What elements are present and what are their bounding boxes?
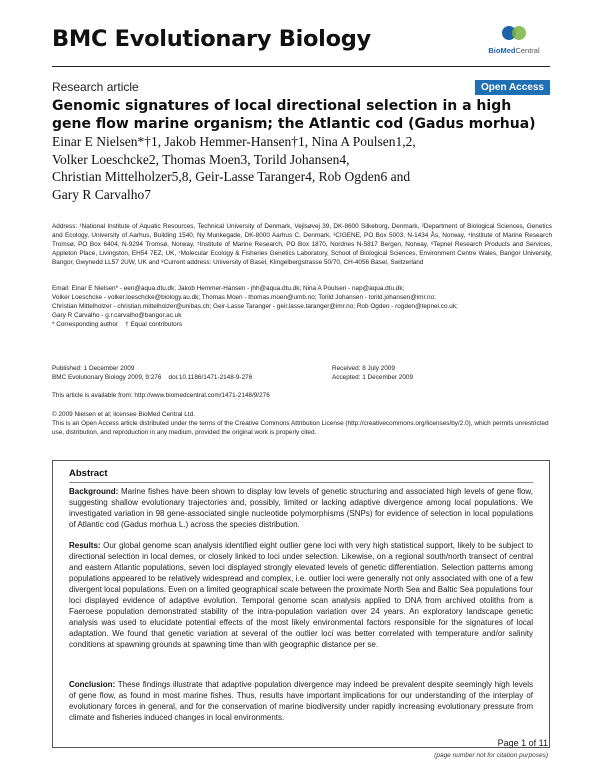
email-line[interactable]: Volker Loeschcke - volker.loeschcke@biology.au.dk; Thomas Moen - thomas.moen@umb.no; Torild Johansen - torild.johansen@imr.no; [52, 294, 436, 301]
publication-info [52, 364, 252, 382]
license-text: This is an Open Access article distributed under the terms of the Creative Commons Attribution License (http://creativecommons.org/licenses/by/2.0), which permits unrestricted use, distribution, and reproduction in any medium, provided the original work is properly cited. [52, 420, 549, 436]
copyright: © 2009 Nielsen et al; licensee BioMed Central Ltd. [52, 411, 195, 418]
abstract-rule [69, 482, 533, 483]
author-line: Gary R Carvalho7 [52, 186, 151, 202]
availability-link[interactable]: This article is available from: http://www.biomedcentral.com/1471-2148/9/276 [52, 392, 270, 399]
logo-bio: BioMed [488, 46, 516, 55]
abstract-conclusion [69, 679, 533, 723]
biomed-central-logo [478, 22, 550, 56]
copyright-block [52, 410, 552, 437]
results-text: Our global genome scan analysis identified eight outlier gene loci with very high statistical support, likely to be subject to directional selection in local demes, or closely linked to loci under selection. Likewise, on a regional south/north transect of central and eastern Atlantic populations, seven loci displayed strongly elevated levels of genetic differentiation. Selection patterns among populations appeared to be relatively widespread and complex, i.e. outlier loci were generally not only associated with one of a few divergent local populations. Even on a limited geographical scale between the proximate North Sea and Baltic Sea populations four loci displayed evidence of adaptive evolution. Temporal genome scan analysis applied to DNA from archived otoliths from a Faeroese population demonstrated stability of the intra-population variation over 24 years. An exploratory landscape genetic analysis was used to elucidate potential effects of the most likely environmental factors responsible for the signatures of local adaptation. We found that genetic variation at several of the outlier loci was better correlated with temperature and/or salinity conditions at spawning grounds at spawning time than with geographic distance per se. [69, 541, 533, 649]
background-text: Marine fishes have been shown to display low levels of genetic structuring and associated high levels of gene flow, suggesting shallow evolutionary trajectories and, possibly, limited or lacking adaptive divergence among local populations. We investigated variation in 98 gene-associated single nucleotide polymorphisms (SNPs) for evidence of selection in local populations of Atlantic cod (Gadus morhua L.) across the species distribution. [69, 487, 533, 529]
author-line: Christian Mittelholzer5,8, Geir-Lasse Taranger4, Rob Ogden6 and [52, 169, 411, 184]
results-label: Results: [69, 541, 101, 550]
author-line: Einar E Nielsen*†1, Jakob Hemmer-Hansen†1, Nina A Poulsen1,2, [52, 134, 416, 149]
affiliations: Address: ¹National Institute of Aquatic Resources, Technical University of Denmark, Vejlsøvej 39, DK-8600 Silkeborg, Denmark, ²Department of Biological Sciences, Genetics and Ecology, University of Aarhus, Building 1540, Ny Munkegade, DK-8000 Aarhus C, Denmark, ³CIGENE, PO Box 5003, N-1434 Ås, Norway, ⁴Institute of Marine Research Tromsø, PO Box 6404, N-9294 Tromsø, Norway, ⁵Institute of Marine Research, PO Box 1870, Nordnes N-5817 Bergen, Norway, ⁶Tepnel Research Products and Services, Appleton Place, Livingston, EH54 7EZ, UK, ⁷Molecular Ecology & Fisheries Genetics Laboratory, School of Biological Sciences, Environment Centre Wales, Bangor University, Bangor, Gwynedd LL57 2UW, UK and ⁸Current address: University of Basel, Klingelbergstrasse 50/70, CH-4056 Basel, Switzerland [52, 223, 552, 266]
abstract-heading: Abstract [69, 468, 108, 479]
conclusion-text: These findings illustrate that adaptive population divergence may indeed be prevalent despite seemingly high levels of gene flow, as found in most marine fishes. Thus, results have important implications for our understanding of the interplay of evolutionary forces in general, and for the conservation of marine biodiversity under rapidly increasing evolutionary pressure from climate and fisheries induced changes in local environments. [69, 680, 533, 722]
open-access-badge: Open Access [475, 80, 550, 95]
article-title: Genomic signatures of local directional selection in a high gene flow marine organism; the Atlantic cod (Gadus morhua) [52, 98, 536, 132]
page-note: (page number not for citation purposes) [434, 752, 548, 759]
email-line[interactable]: Christian Mittelholzer - christian.mittelholzer@unibas.ch; Geir-Lasse Taranger - geir.lasse.taranger@imr.no; Rob Ogden - rogden@tepnel.co.uk; [52, 303, 458, 310]
logo-wordmark [478, 46, 550, 55]
journal-title: BMC Evolutionary Biology [52, 26, 371, 52]
header-rule [52, 66, 550, 67]
abstract-box [52, 460, 550, 748]
biomed-central-logo-icon [500, 22, 528, 44]
conclusion-label: Conclusion: [69, 680, 116, 689]
email-line[interactable]: Gary R Carvalho - g.r.carvalho@bangor.ac.uk [52, 312, 182, 319]
author-footnote: * Corresponding author † Equal contributors [52, 321, 183, 328]
accepted-date: Accepted: 1 December 2009 [332, 374, 413, 381]
email-list [52, 284, 552, 329]
page-number: Page 1 of 11 [497, 738, 548, 748]
abstract-results [69, 540, 533, 650]
logo-central: Central [515, 46, 540, 55]
author-line: Volker Loeschcke2, Thomas Moen3, Torild Johansen4, [52, 151, 350, 167]
email-line[interactable]: Email: Einar E Nielsen* - een@aqua.dtu.dk; Jakob Hemmer-Hansen - jhh@aqua.dtu.dk; Nina A Poulsen - nap@aqua.dtu.dk; [52, 285, 405, 292]
received-date: Received: 8 July 2009 [332, 365, 395, 372]
author-list [52, 133, 552, 203]
citation: BMC Evolutionary Biology 2009, 9:276 doi:10.1186/1471-2148-9-276 [52, 374, 253, 381]
article-type: Research article [52, 80, 139, 94]
received-info [332, 364, 413, 382]
background-label: Background: [69, 487, 119, 496]
published-date: Published: 1 December 2009 [52, 365, 135, 372]
abstract-background [69, 486, 533, 530]
